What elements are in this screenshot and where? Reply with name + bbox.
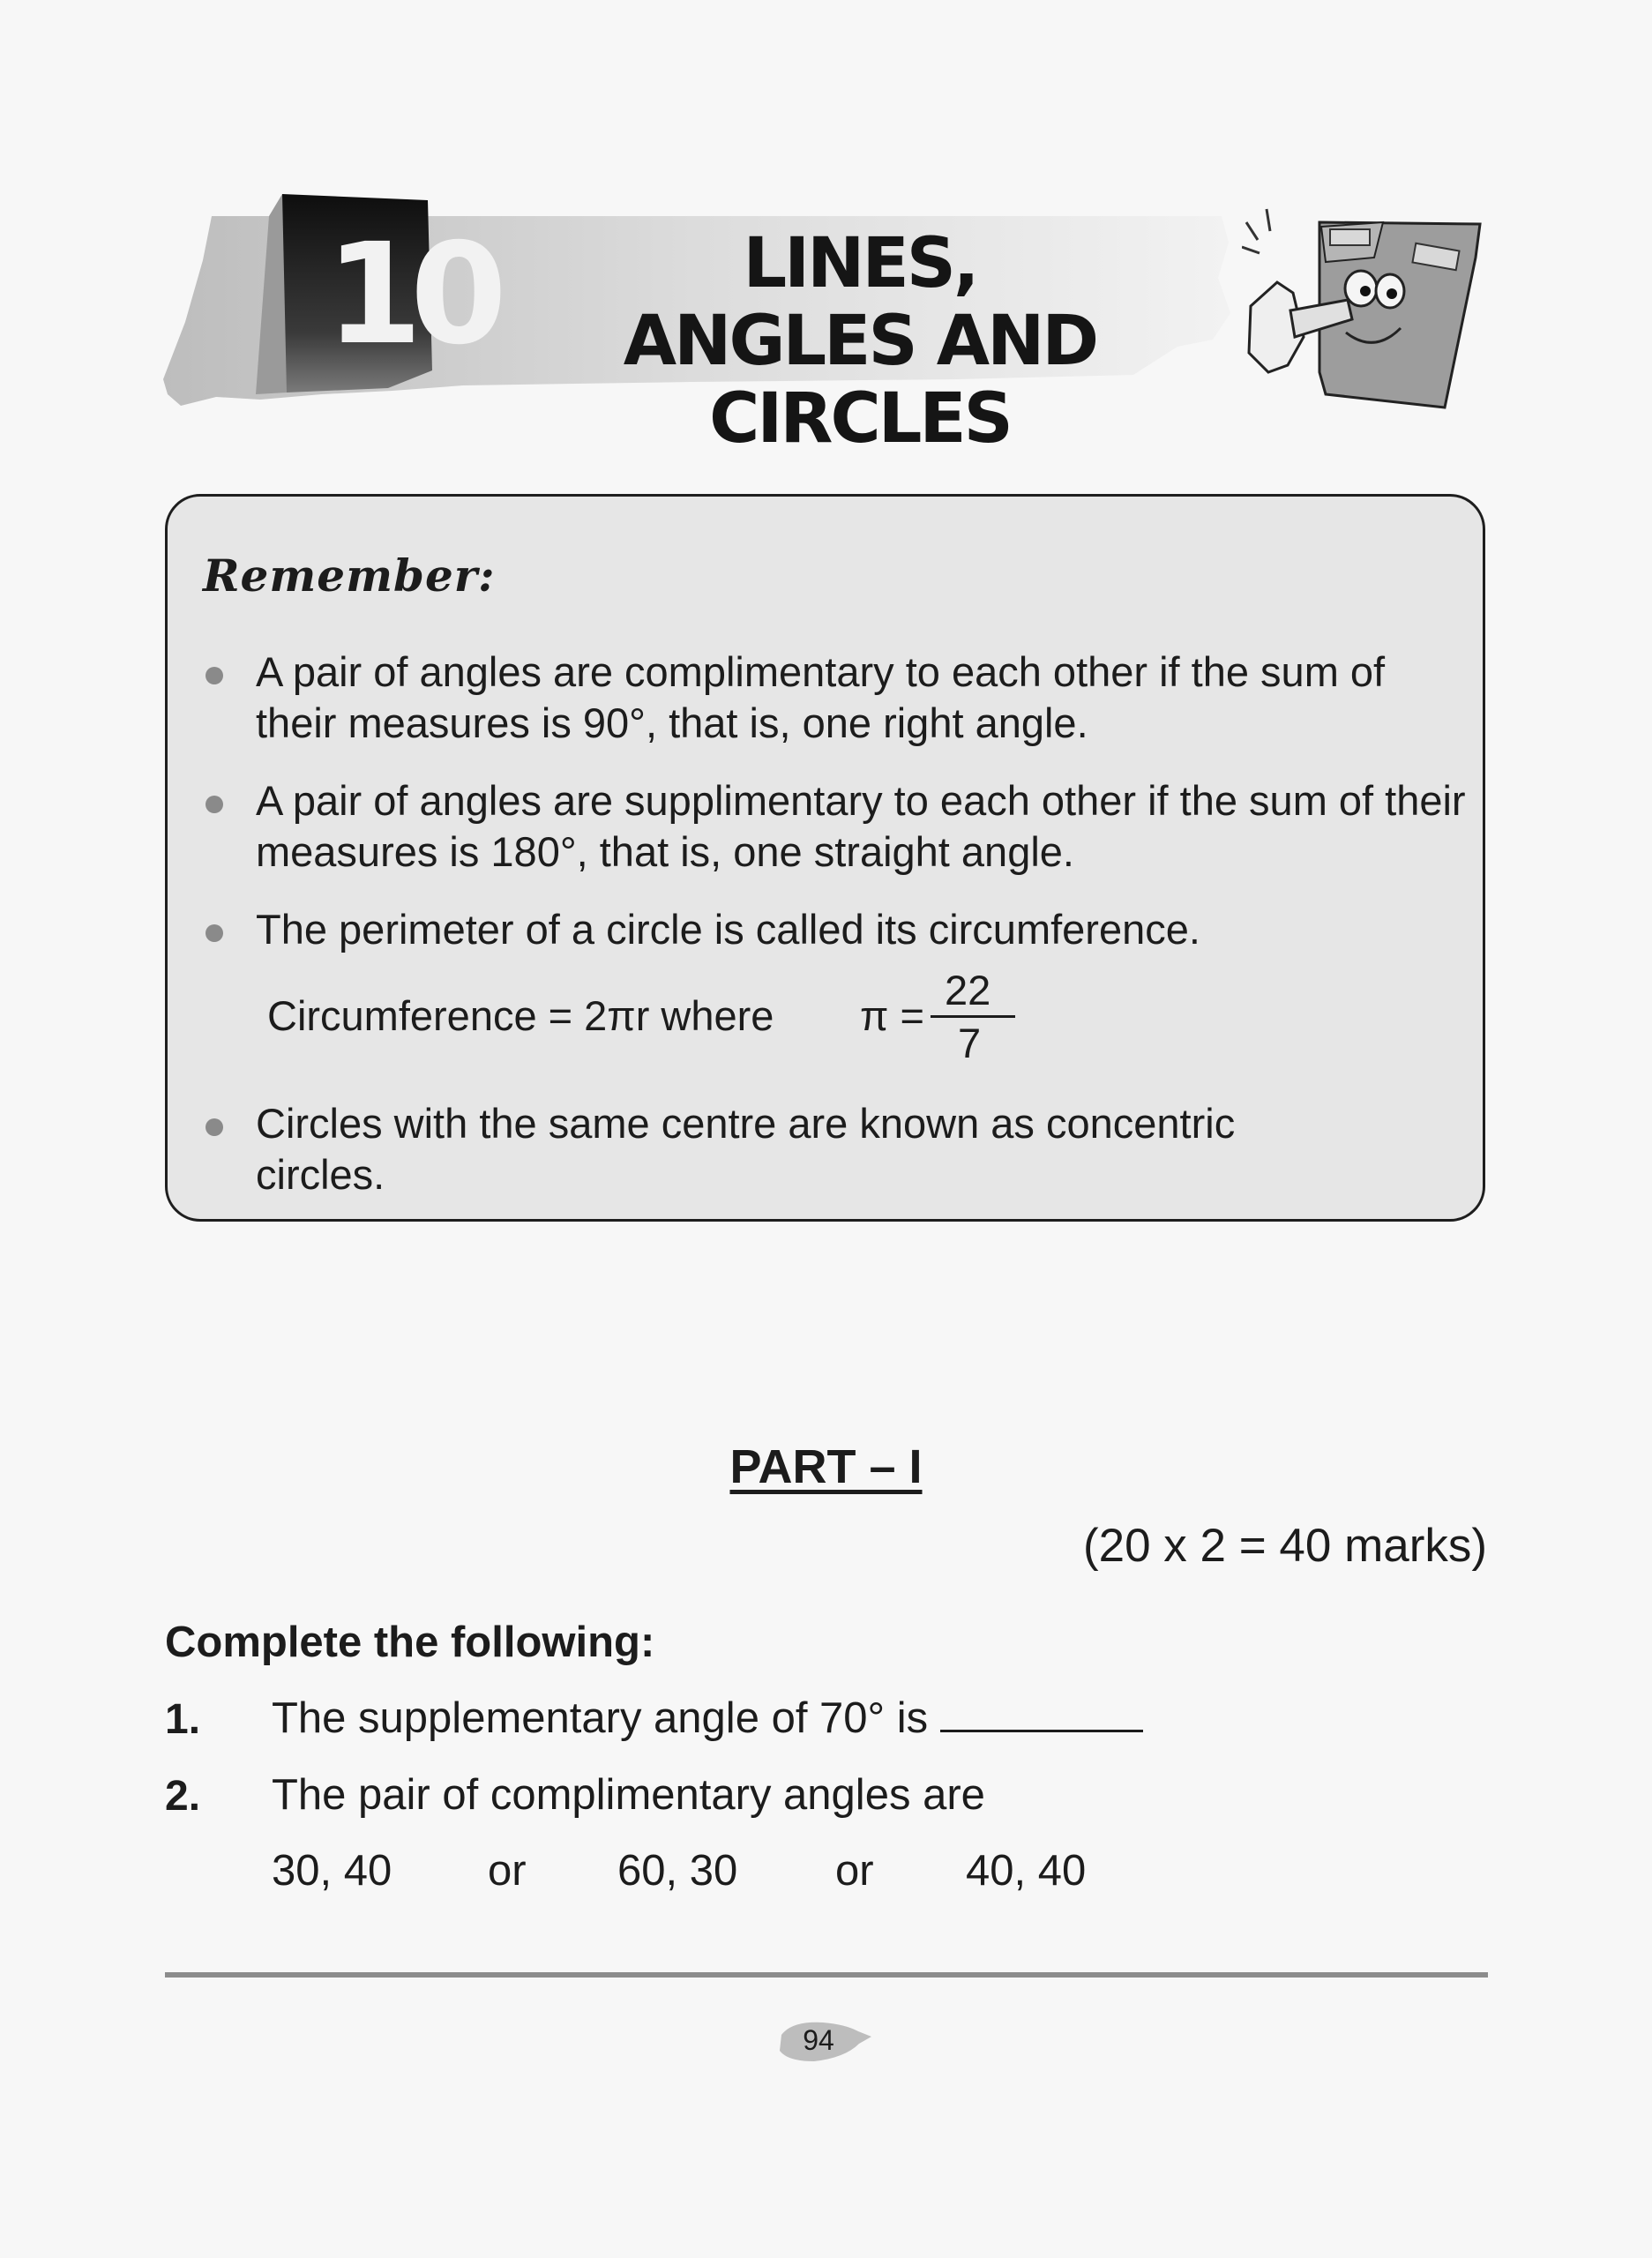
- question-1-text-row: [272, 1694, 1143, 1743]
- question-1: [165, 1695, 200, 1744]
- chapter-banner: [163, 190, 1239, 459]
- chapter-title-line2: CIRCLES: [709, 379, 1011, 459]
- remember-bullet-1: A pair of angles are complimentary to each other if the sum of their measures is 90°, that is, one right angle.: [256, 648, 1386, 746]
- chapter-number: 10: [325, 213, 495, 376]
- option-separator: or: [488, 1847, 527, 1895]
- instruction-heading: Complete the following:: [165, 1619, 655, 1666]
- remember-box: [165, 494, 1485, 1222]
- mascot-illustration: [1242, 205, 1482, 409]
- question-number: 1.: [165, 1696, 201, 1743]
- marks-allocation: (20 x 2 = 40 marks): [1082, 1520, 1487, 1572]
- remember-bullet-3: The perimeter of a circle is called its circumference.: [256, 906, 1200, 953]
- chapter-title-line1: LINES, ANGLES AND: [623, 224, 1097, 381]
- option-2[interactable]: 60, 30: [617, 1847, 738, 1895]
- page-number-badge: [774, 2017, 873, 2065]
- part-heading: PART – I: [729, 1440, 923, 1493]
- bullet-icon: [206, 667, 223, 684]
- option-separator: or: [835, 1847, 874, 1895]
- fraction-denominator: 7: [958, 1020, 982, 1066]
- formula-pi: π =: [860, 992, 924, 1039]
- fraction-bar: [931, 1015, 1015, 1018]
- bullet-icon: [206, 796, 223, 813]
- question-text: The pair of complimentary angles are: [272, 1771, 985, 1819]
- question-text: The supplementary angle of 70° is: [272, 1694, 929, 1742]
- bullet-icon: [206, 924, 223, 942]
- footer-divider: [165, 1972, 1488, 1978]
- chapter-title: [595, 225, 1125, 458]
- question-number: 2.: [165, 1773, 201, 1820]
- circumference-formula: [267, 967, 1061, 1088]
- question-2: [165, 1772, 200, 1821]
- fraction-numerator: 22: [945, 967, 991, 1013]
- remember-bullet-4: Circles with the same centre are known as concentric circles.: [256, 1100, 1236, 1198]
- option-1[interactable]: 30, 40: [272, 1847, 392, 1895]
- formula-text: Circumference = 2πr where: [267, 992, 774, 1039]
- bullet-icon: [206, 1118, 223, 1136]
- page-number: 94: [803, 2024, 834, 2056]
- answer-blank[interactable]: [940, 1694, 1143, 1732]
- option-3[interactable]: 40, 40: [966, 1847, 1087, 1895]
- remember-heading: Remember:: [203, 550, 496, 602]
- remember-bullet-2: A pair of angles are supplimentary to each other if the sum of their measures is 180°, that is, one straight angle.: [256, 777, 1466, 875]
